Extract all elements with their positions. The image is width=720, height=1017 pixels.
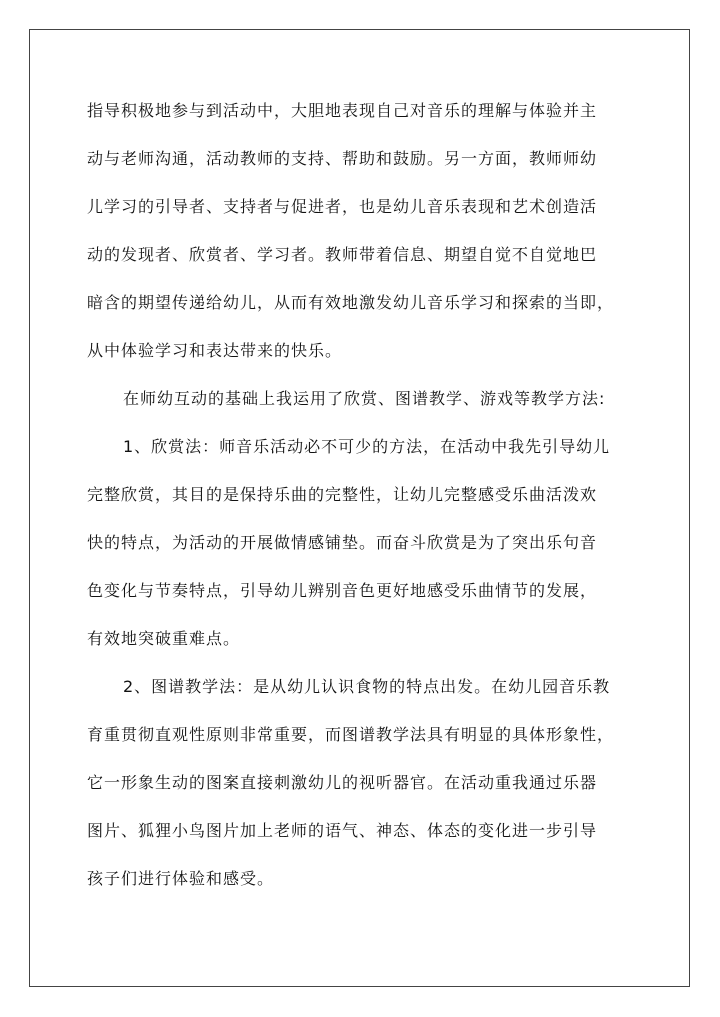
text-line: 育重贯彻直观性原则非常重要，而图谱教学法具有明显的具体形象性， (87, 725, 615, 744)
document-body (87, 96, 632, 912)
text-line: 快的特点，为活动的开展做情感铺垫。而奋斗欣赏是为了突出乐句音 (87, 533, 598, 552)
text-line: 有效地突破重难点。 (87, 629, 241, 648)
text-line: 它一形象生动的图案直接刺激幼儿的视听器官。在活动重我通过乐器 (87, 773, 598, 792)
text-line: 图片、狐狸小鸟图片加上老师的语气、神态、体态的变化进一步引导 (87, 821, 598, 840)
text-line: 指导积极地参与到活动中，大胆地表现自己对音乐的理解与体验并主 (87, 101, 598, 120)
text-line: 动的发现者、欣赏者、学习者。教师带着信息、期望自觉不自觉地巴 (87, 245, 598, 264)
text-line: 色变化与节奏特点，引导幼儿辨别音色更好地感受乐曲情节的发展， (87, 581, 598, 600)
paragraph-first-line: 在师幼互动的基础上我运用了欣赏、图谱教学、游戏等教学方法: (123, 389, 606, 408)
text-line: 儿学习的引导者、支持者与促进者，也是幼儿音乐表现和艺术创造活 (87, 197, 598, 216)
text-line: 暗含的期望传递给幼儿，从而有效地激发幼儿音乐学习和探索的当即， (87, 293, 615, 312)
text-line: 动与老师沟通，活动教师的支持、帮助和鼓励。另一方面，教师师幼 (87, 149, 598, 168)
text-line: 从中体验学习和表达带来的快乐。 (87, 341, 343, 360)
text-line: 孩子们进行体验和感受。 (87, 869, 275, 888)
paragraph-first-line: 1、欣赏法：师音乐活动必不可少的方法，在活动中我先引导幼儿 (123, 437, 611, 456)
paragraph-first-line: 2、图谱教学法：是从幼儿认识食物的特点出发。在幼儿园音乐教 (123, 677, 611, 696)
text-line: 完整欣赏，其目的是保持乐曲的完整性，让幼儿完整感受乐曲活泼欢 (87, 485, 598, 504)
